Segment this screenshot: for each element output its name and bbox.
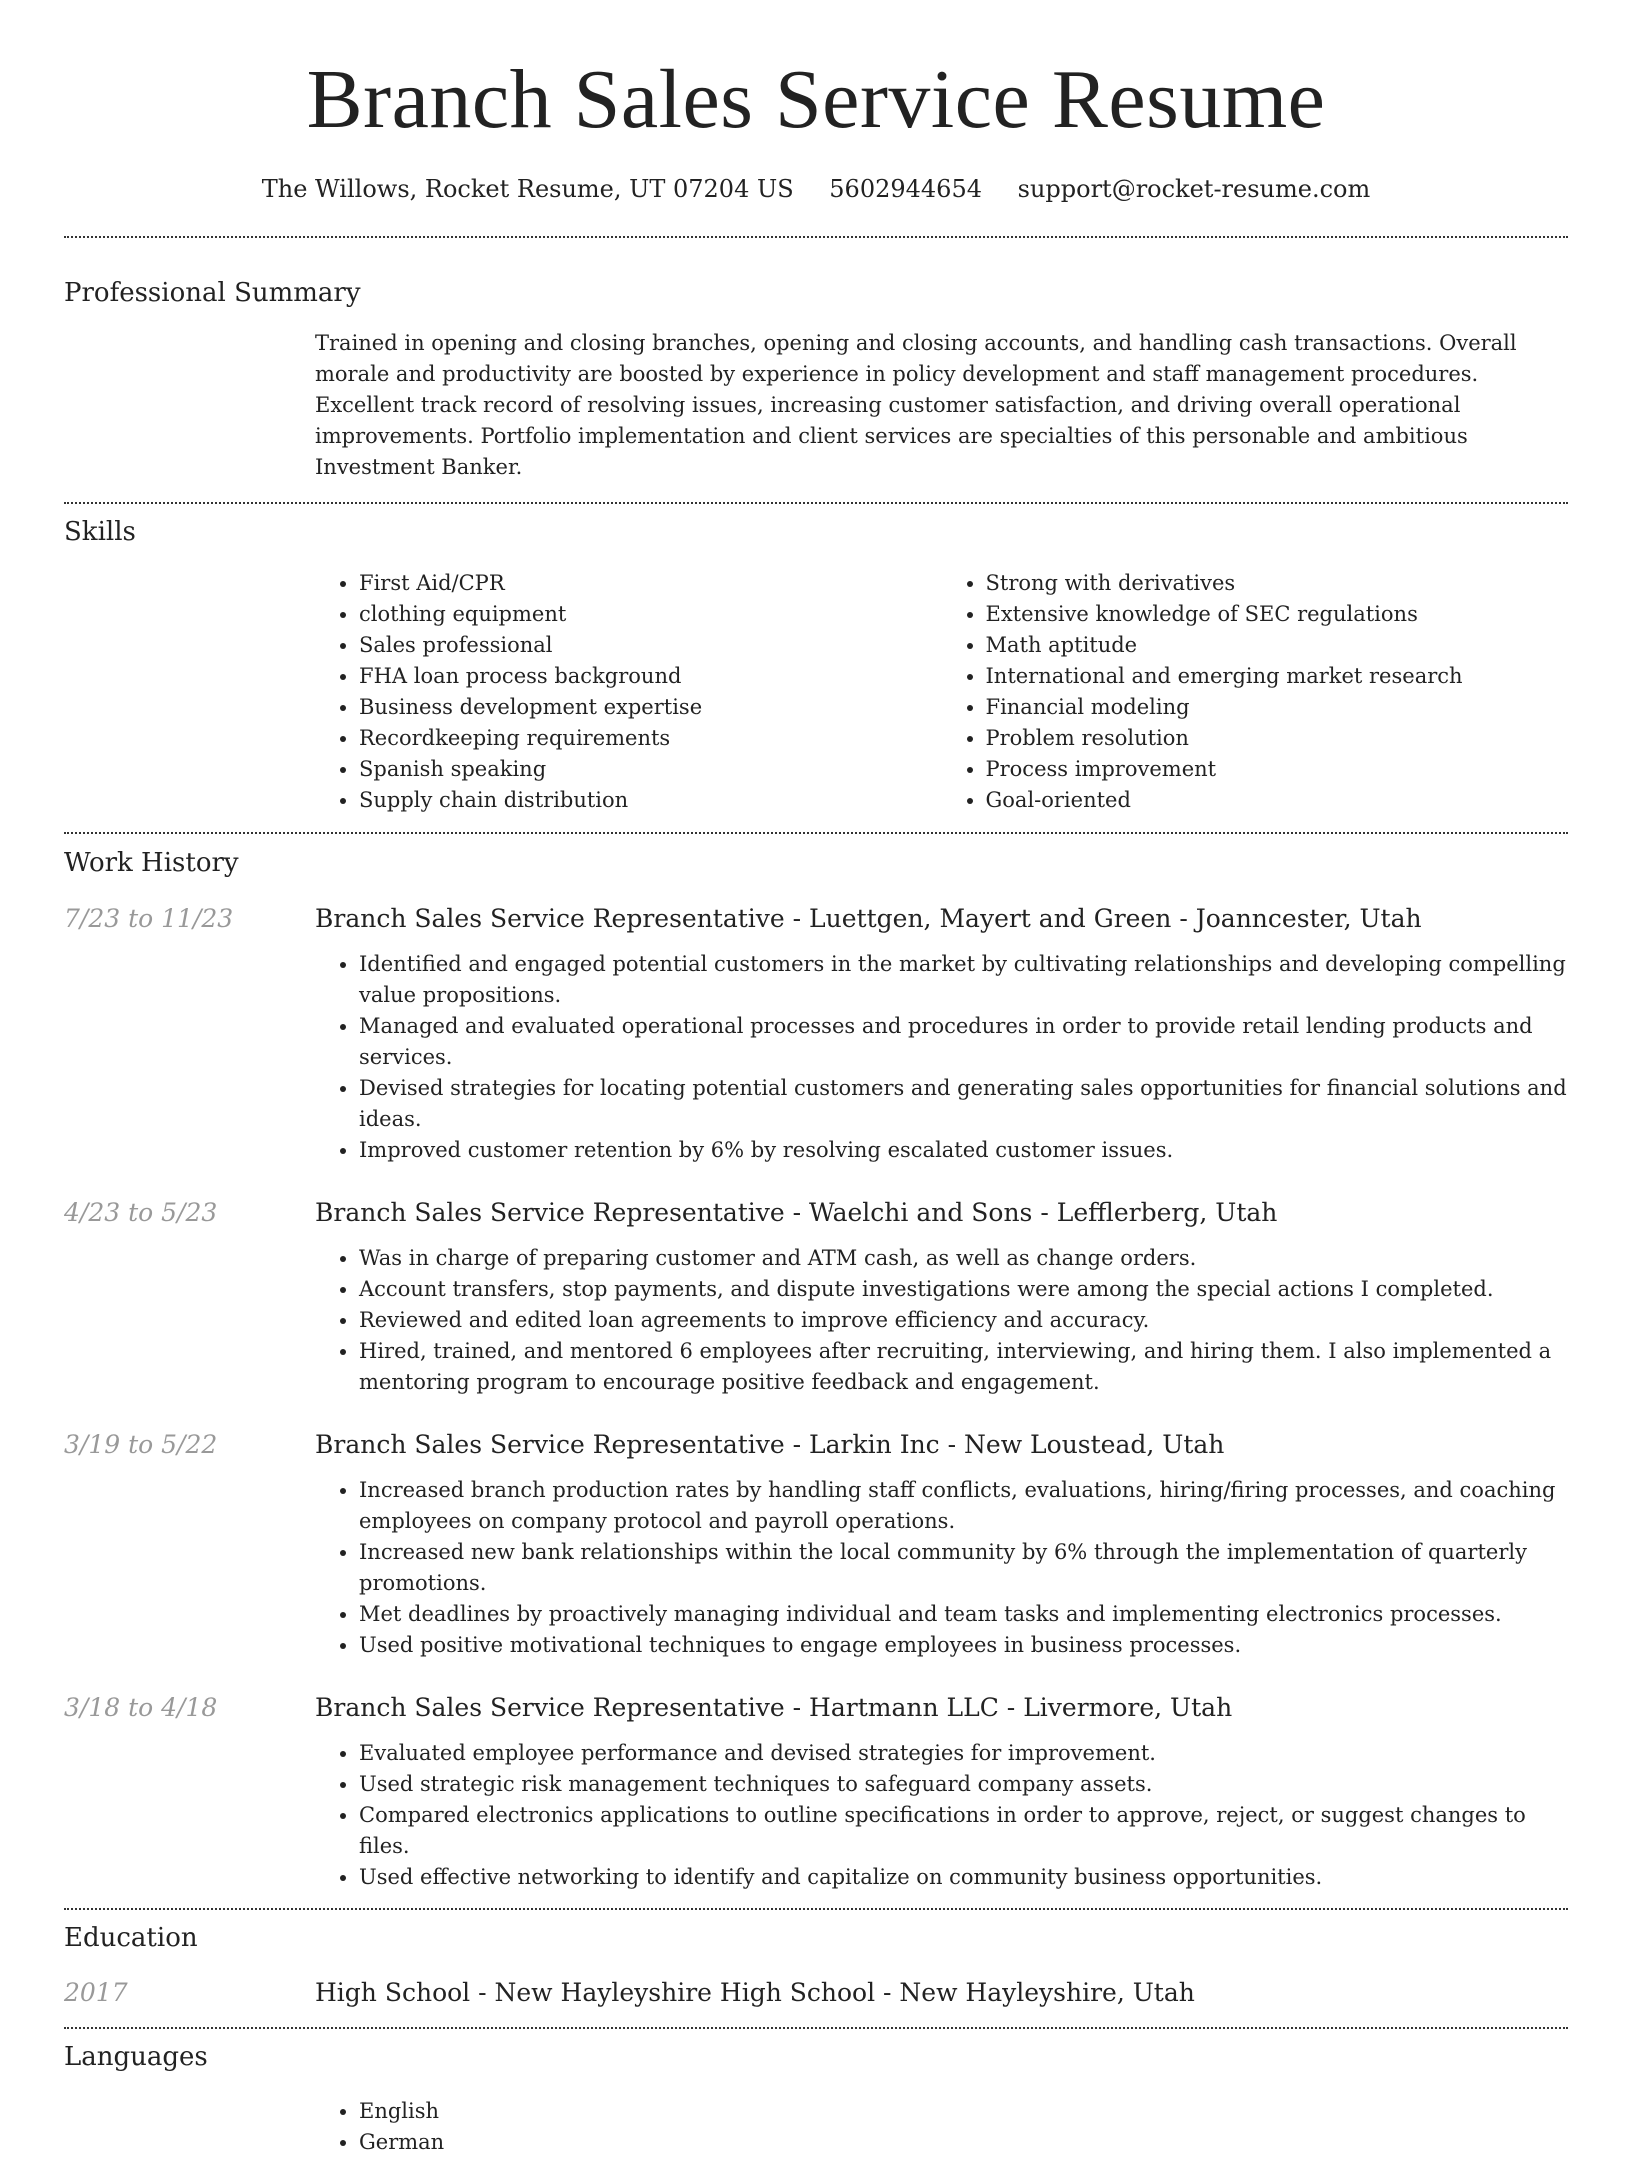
contact-line: [64, 174, 1568, 204]
job-bullet: • Met deadlines by proactively managing individual and team tasks and implementing electronics processes.: [359, 1599, 1568, 1630]
job-bullet: • Account transfers, stop payments, and dispute investigations were among the special actions I completed.: [359, 1274, 1568, 1305]
job-bullets: [315, 949, 1568, 1166]
skills-list: [315, 568, 1568, 816]
job-header: [64, 1692, 1568, 1724]
job-bullet: • Increased branch production rates by handling staff conflicts, evaluations, hiring/firing processes, and coaching employees on company protocol and payroll operations.: [359, 1475, 1568, 1537]
skill-item: • First Aid/CPR: [359, 568, 942, 599]
section-heading-education: Education: [64, 1923, 198, 1953]
skill-item: • Spanish speaking: [359, 754, 942, 785]
skill-item: • Extensive knowledge of SEC regulations: [986, 599, 1569, 630]
job-bullet: • Was in charge of preparing customer and ATM cash, as well as change orders.: [359, 1243, 1568, 1274]
job-title: Branch Sales Service Representative - Waelchi and Sons - Lefflerberg, Utah: [315, 1198, 1278, 1227]
job-bullet: • Used positive motivational techniques to engage employees in business processes.: [359, 1630, 1568, 1661]
languages-list: [315, 2096, 1568, 2158]
job-dates: 3/19 to 5/22: [64, 1430, 218, 1459]
job-entry: [64, 1692, 1568, 1893]
contact-email: support@rocket-resume.com: [1017, 175, 1371, 203]
skill-item: • Process improvement: [986, 754, 1569, 785]
job-bullet: • Identified and engaged potential customers in the market by cultivating relationships and developing compelling value propositions.: [359, 949, 1568, 1011]
job-header: [64, 1197, 1568, 1229]
language-item: • English: [359, 2096, 1568, 2127]
summary-text: Trained in opening and closing branches, opening and closing accounts, and handling cash transactions. Overall morale and productivity are boosted by experience in policy development and staff management procedures. Excellent track record of resolving issues, increasing customer satisfaction, and driving overall operational improvements. Portfolio implementation and client services are specialties of this personable and ambitious Investment Banker.: [315, 331, 1517, 479]
divider: [64, 832, 1568, 834]
job-dates: 7/23 to 11/23: [64, 904, 234, 933]
skill-item: • Supply chain distribution: [359, 785, 942, 816]
job-title: Branch Sales Service Representative - Luettgen, Mayert and Green - Joanncester, Utah: [315, 904, 1422, 933]
resume-page: [64, 0, 1568, 2158]
job-title: Branch Sales Service Representative - Hartmann LLC - Livermore, Utah: [315, 1693, 1233, 1722]
education-year: 2017: [64, 1978, 128, 2007]
divider: [64, 236, 1568, 238]
divider: [64, 502, 1568, 504]
skill-item: • Math aptitude: [986, 630, 1569, 661]
job-entry: [64, 1197, 1568, 1398]
job-bullet: • Evaluated employee performance and devised strategies for improvement.: [359, 1738, 1568, 1769]
skill-item: • Recordkeeping requirements: [359, 723, 942, 754]
section-heading-work: Work History: [64, 848, 239, 878]
education-entry: [64, 1977, 1568, 2009]
skill-item: • Business development expertise: [359, 692, 942, 723]
job-bullet: • Devised strategies for locating potential customers and generating sales opportunities for financial solutions and ideas.: [359, 1073, 1568, 1135]
skills-column-right: [942, 568, 1569, 816]
job-bullets: [315, 1475, 1568, 1661]
job-bullet: • Hired, trained, and mentored 6 employees after recruiting, interviewing, and hiring them. I also implemented a mentoring program to encourage positive feedback and engagement.: [359, 1336, 1568, 1398]
job-bullet: • Managed and evaluated operational processes and procedures in order to provide retail lending products and services.: [359, 1011, 1568, 1073]
skill-item: • Goal-oriented: [986, 785, 1569, 816]
skill-item: • Strong with derivatives: [986, 568, 1569, 599]
job-bullets: [315, 1738, 1568, 1893]
job-header: [64, 903, 1568, 935]
skill-item: • Financial modeling: [986, 692, 1569, 723]
divider: [64, 2027, 1568, 2029]
education-title: High School - New Hayleyshire High School - New Hayleyshire, Utah: [315, 1978, 1195, 2007]
skill-item: • clothing equipment: [359, 599, 942, 630]
job-header: [64, 1429, 1568, 1461]
job-entry: [64, 1429, 1568, 1661]
job-bullet: • Improved customer retention by 6% by resolving escalated customer issues.: [359, 1135, 1568, 1166]
divider: [64, 1908, 1568, 1910]
job-dates: 3/18 to 4/18: [64, 1693, 218, 1722]
contact-address: The Willows, Rocket Resume, UT 07204 US: [261, 175, 794, 203]
job-bullets: [315, 1243, 1568, 1398]
job-dates: 4/23 to 5/23: [64, 1198, 218, 1227]
job-bullet: • Used strategic risk management techniques to safeguard company assets.: [359, 1769, 1568, 1800]
resume-title: Branch Sales Service Resume: [306, 53, 1326, 146]
language-item: • German: [359, 2127, 1568, 2158]
section-heading-skills: Skills: [64, 517, 136, 547]
contact-phone: 5602944654: [829, 175, 982, 203]
job-bullet: • Used effective networking to identify and capitalize on community business opportunities.: [359, 1862, 1568, 1893]
skills-column-left: [315, 568, 942, 816]
section-heading-summary: Professional Summary: [64, 278, 361, 308]
skill-item: • International and emerging market research: [986, 661, 1569, 692]
skill-item: • Sales professional: [359, 630, 942, 661]
job-bullet: • Increased new bank relationships within the local community by 6% through the implementation of quarterly promotions.: [359, 1537, 1568, 1599]
skill-item: • FHA loan process background: [359, 661, 942, 692]
job-entry: [64, 903, 1568, 1166]
job-title: Branch Sales Service Representative - Larkin Inc - New Loustead, Utah: [315, 1430, 1225, 1459]
job-bullet: • Compared electronics applications to outline specifications in order to approve, reject, or suggest changes to files.: [359, 1800, 1568, 1862]
section-heading-languages: Languages: [64, 2042, 208, 2072]
skill-item: • Problem resolution: [986, 723, 1569, 754]
job-bullet: • Reviewed and edited loan agreements to improve efficiency and accuracy.: [359, 1305, 1568, 1336]
